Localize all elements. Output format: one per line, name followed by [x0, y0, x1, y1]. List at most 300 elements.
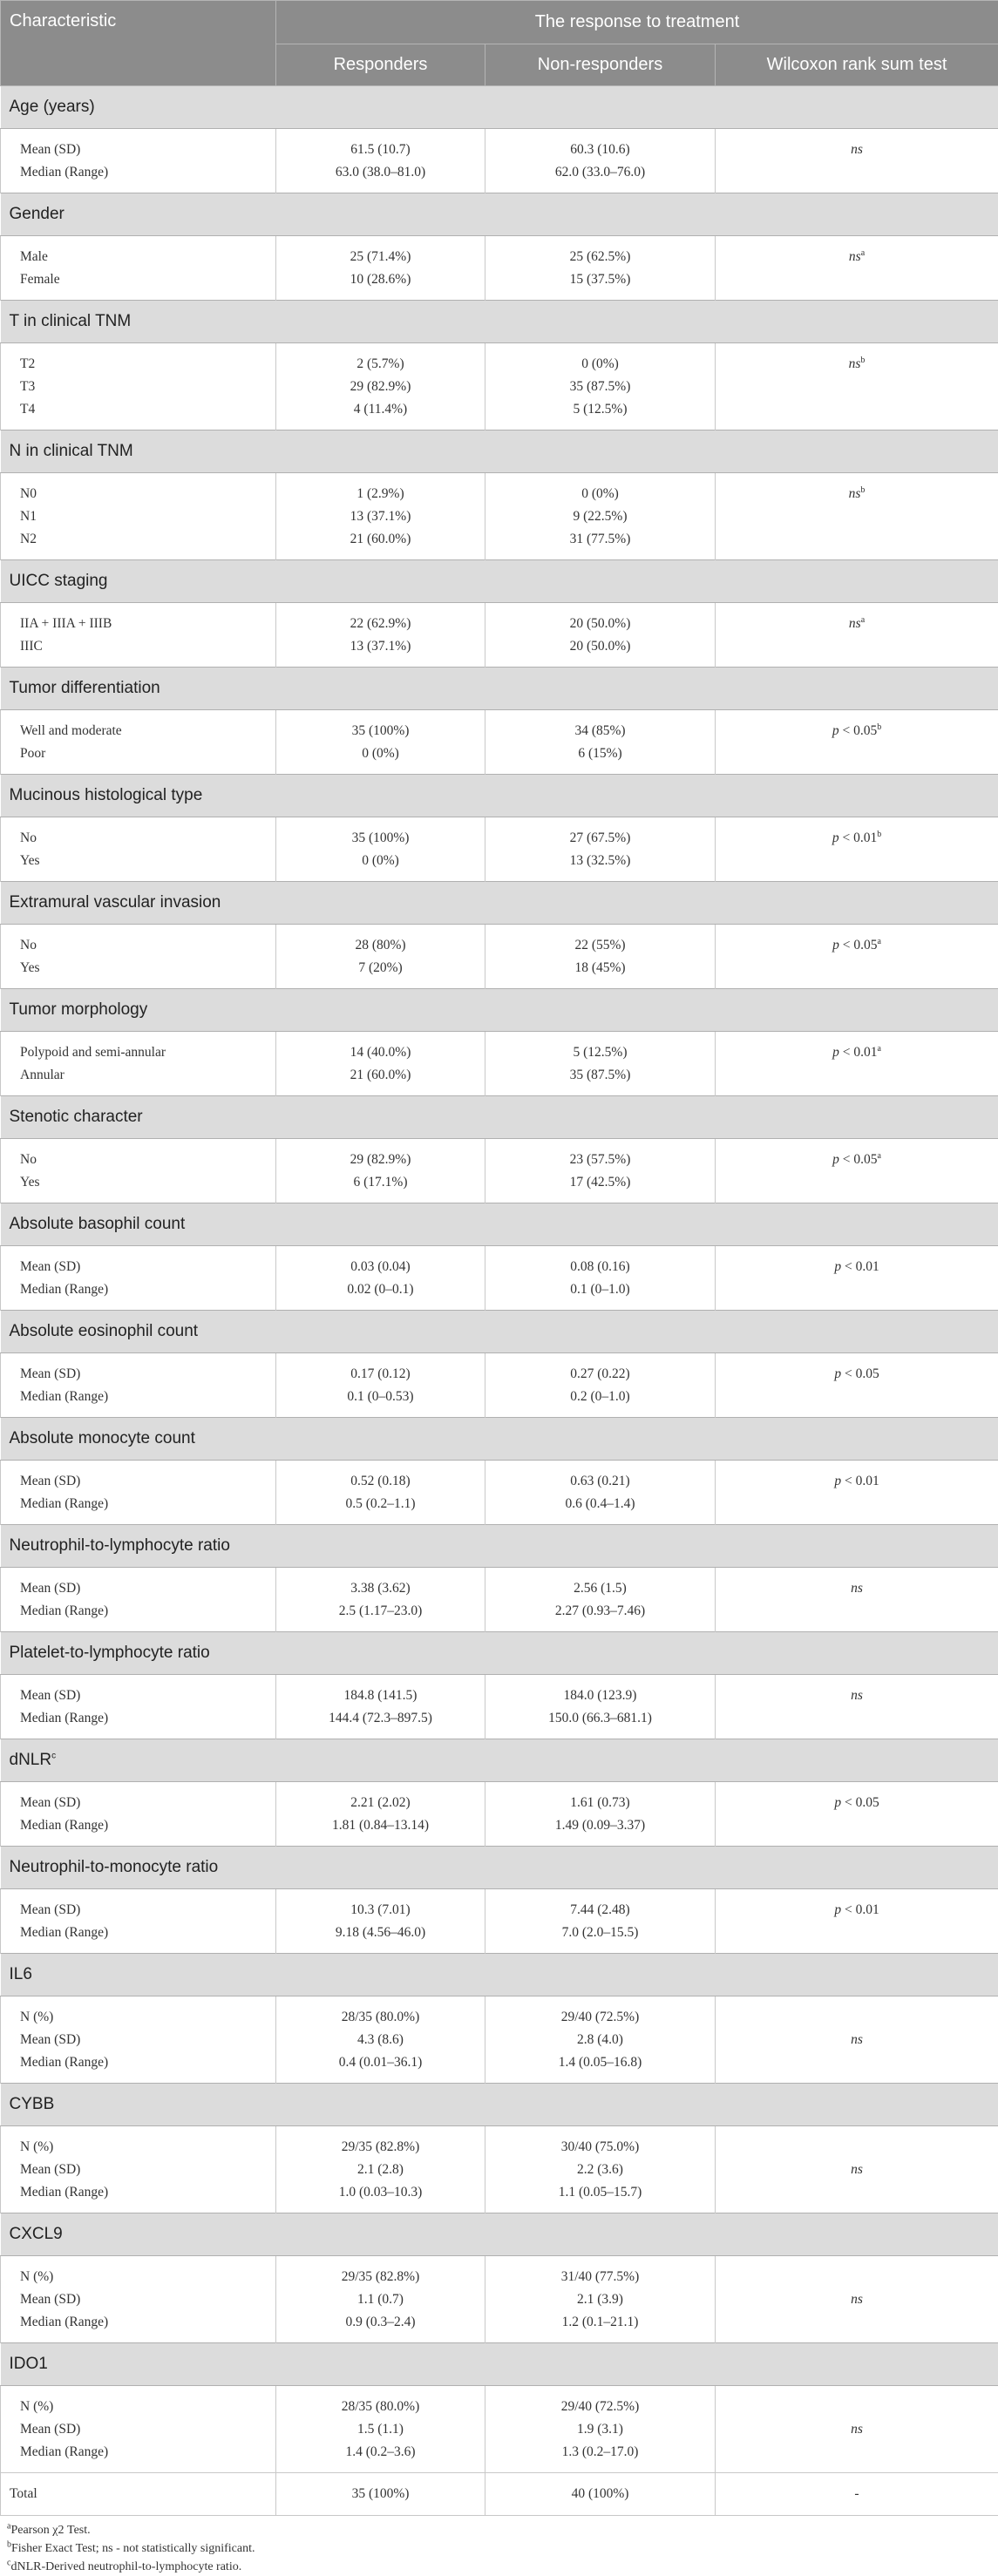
- non-responders-cell: [485, 1461, 716, 1525]
- row-label: Median (Range): [20, 2181, 275, 2204]
- test-result-italic: ns: [851, 1688, 863, 1703]
- responders-cell: [276, 2386, 485, 2473]
- responders-value: 1.81 (0.84–13.14): [276, 1814, 485, 1837]
- non-responders-cell: [485, 925, 716, 989]
- cell-padding: [20, 2204, 275, 2213]
- section-header-row: [1, 560, 998, 603]
- cell-padding: [276, 872, 485, 881]
- data-row: [1, 710, 998, 775]
- test-result: [716, 720, 998, 742]
- non-responders-value: 0.1 (0–1.0): [485, 1278, 715, 1301]
- section-title: [1, 1096, 998, 1139]
- non-responders-value: 2.27 (0.93–7.46): [485, 1600, 715, 1623]
- section-title: [1, 1739, 998, 1782]
- total-non-responders: 40 (100%): [485, 2473, 716, 2516]
- section-title-text: Gender: [10, 205, 64, 223]
- test-result: [716, 934, 998, 957]
- section-header-row: [1, 86, 998, 129]
- cell-padding: [276, 1837, 485, 1846]
- test-result-footnote-mark: a: [877, 1044, 880, 1054]
- row-label: N0: [20, 483, 275, 505]
- test-result: [716, 483, 998, 505]
- cell-padding: [20, 1194, 275, 1203]
- section-title-text: Neutrophil-to-monocyte ratio: [10, 1858, 219, 1876]
- cell-padding: [20, 1837, 275, 1846]
- test-result-footnote-mark: a: [861, 248, 865, 258]
- responders-value: 1.5 (1.1): [276, 2418, 485, 2441]
- non-responders-value: 1.1 (0.05–15.7): [485, 2181, 715, 2204]
- row-label: Mean (SD): [20, 1685, 275, 1707]
- row-label: Male: [20, 246, 275, 268]
- test-result-value: < 0.05: [839, 1152, 878, 1167]
- data-row: [1, 473, 998, 560]
- section-title: [1, 1311, 998, 1353]
- row-label: Mean (SD): [20, 2029, 275, 2051]
- header-characteristic: Characteristic: [1, 1, 276, 86]
- data-row: [1, 1996, 998, 2084]
- row-label: Mean (SD): [20, 1792, 275, 1814]
- section-header-row: [1, 668, 998, 710]
- test-cell: [716, 710, 998, 775]
- responders-cell: [276, 1782, 485, 1847]
- row-label: No: [20, 1149, 275, 1171]
- non-responders-value: 18 (45%): [485, 957, 715, 980]
- data-row: [1, 236, 998, 301]
- test-cell: [716, 1996, 998, 2084]
- test-result: [716, 2159, 998, 2181]
- test-cell: [716, 1568, 998, 1632]
- cell-padding: [485, 872, 715, 881]
- cell-padding: [20, 1408, 275, 1417]
- non-responders-value: 35 (87.5%): [485, 1064, 715, 1087]
- section-title-text: Absolute basophil count: [10, 1215, 186, 1233]
- responders-value: 0.4 (0.01–36.1): [276, 2051, 485, 2074]
- section-title-text: CXCL9: [10, 2225, 63, 2243]
- section-title: [1, 430, 998, 473]
- responders-value: 29 (82.9%): [276, 376, 485, 398]
- responders-value: 0.03 (0.04): [276, 1256, 485, 1278]
- responders-value: 0.1 (0–0.53): [276, 1386, 485, 1408]
- responders-cell: [276, 1353, 485, 1418]
- responders-value: 21 (60.0%): [276, 1064, 485, 1087]
- footnote-text: Fisher Exact Test; ns - not statistically significant.: [11, 2542, 255, 2555]
- row-labels-cell: [1, 1675, 276, 1739]
- test-result: [716, 2288, 998, 2311]
- responders-value: 21 (60.0%): [276, 528, 485, 551]
- non-responders-cell: [485, 343, 716, 430]
- cell-padding: [485, 1087, 715, 1095]
- cell-padding: [485, 2464, 715, 2472]
- cell-padding: [485, 2334, 715, 2342]
- total-responders: 35 (100%): [276, 2473, 485, 2516]
- cell-padding: [276, 980, 485, 988]
- non-responders-value: 1.3 (0.2–17.0): [485, 2441, 715, 2464]
- section-title-text: Age (years): [10, 98, 95, 116]
- section-header-row: [1, 2084, 998, 2126]
- section-title-text: Tumor morphology: [10, 1000, 148, 1019]
- cell-padding: [276, 2074, 485, 2083]
- header-row-1: [1, 1, 998, 44]
- cell-padding: [485, 1515, 715, 1524]
- section-title: [1, 1203, 998, 1246]
- section-header-row: [1, 1739, 998, 1782]
- responders-value: 0.52 (0.18): [276, 1470, 485, 1493]
- data-row: [1, 1353, 998, 1418]
- responders-cell: [276, 473, 485, 560]
- cell-padding: [20, 184, 275, 193]
- data-row: [1, 1139, 998, 1203]
- non-responders-value: 0.27 (0.22): [485, 1363, 715, 1386]
- section-header-row: [1, 1954, 998, 1996]
- non-responders-value: 5 (12.5%): [485, 1041, 715, 1064]
- responders-value: 0 (0%): [276, 850, 485, 872]
- test-result-footnote-mark: a: [877, 937, 880, 946]
- test-result-italic: ns: [851, 2422, 863, 2437]
- responders-cell: [276, 1246, 485, 1311]
- row-labels-cell: [1, 1782, 276, 1847]
- responders-cell: [276, 1032, 485, 1096]
- non-responders-cell: [485, 817, 716, 882]
- section-title: [1, 668, 998, 710]
- row-labels-cell: [1, 2126, 276, 2213]
- data-row: [1, 1461, 998, 1525]
- test-result-value: < 0.01: [841, 1259, 879, 1274]
- test-result-italic: p: [834, 1474, 841, 1488]
- non-responders-value: 13 (32.5%): [485, 850, 715, 872]
- row-label: Well and moderate: [20, 720, 275, 742]
- test-cell: [716, 2126, 998, 2213]
- cell-padding: [20, 872, 275, 881]
- section-title: [1, 193, 998, 236]
- cell-padding: [276, 2204, 485, 2213]
- responders-value: 63.0 (38.0–81.0): [276, 161, 485, 184]
- data-row: [1, 925, 998, 989]
- row-label: Mean (SD): [20, 1899, 275, 1922]
- non-responders-value: 0.08 (0.16): [485, 1256, 715, 1278]
- row-labels-cell: [1, 2386, 276, 2473]
- test-cell: [716, 1353, 998, 1418]
- section-title: [1, 1847, 998, 1889]
- cell-padding: [485, 2074, 715, 2083]
- section-title: [1, 989, 998, 1032]
- test-result-italic: p: [832, 1152, 839, 1167]
- test-result-value: < 0.05: [839, 723, 878, 738]
- responders-value: 0.5 (0.2–1.1): [276, 1493, 485, 1515]
- section-title-text: IDO1: [10, 2355, 48, 2373]
- responders-value: 0.9 (0.3–2.4): [276, 2311, 485, 2334]
- test-result-italic: ns: [851, 1581, 863, 1596]
- responders-value: 35 (100%): [276, 827, 485, 850]
- row-label: Median (Range): [20, 2051, 275, 2074]
- responders-value: 14 (40.0%): [276, 1041, 485, 1064]
- footnote-mark: a: [7, 2521, 10, 2531]
- test-result-value: < 0.05: [841, 1795, 879, 1810]
- row-labels-cell: [1, 603, 276, 668]
- row-labels-cell: [1, 1889, 276, 1954]
- test-result-italic: ns: [849, 356, 861, 371]
- test-result-footnote-mark: a: [861, 615, 865, 625]
- row-label: N (%): [20, 2266, 275, 2288]
- cell-padding: [276, 1515, 485, 1524]
- row-label: No: [20, 827, 275, 850]
- section-title-text: T in clinical TNM: [10, 312, 132, 330]
- section-header-row: [1, 1632, 998, 1675]
- non-responders-value: 6 (15%): [485, 742, 715, 765]
- cell-padding: [485, 1730, 715, 1739]
- section-header-row: [1, 301, 998, 343]
- test-result: [716, 1149, 998, 1171]
- row-labels-cell: [1, 710, 276, 775]
- cell-padding: [20, 2074, 275, 2083]
- non-responders-cell: [485, 129, 716, 193]
- table-body: [1, 86, 998, 2516]
- row-labels-cell: [1, 473, 276, 560]
- test-result-italic: p: [832, 723, 839, 738]
- test-cell: [716, 129, 998, 193]
- row-label: Median (Range): [20, 161, 275, 184]
- cell-padding: [485, 2204, 715, 2213]
- test-result: [716, 2029, 998, 2051]
- responders-cell: [276, 1675, 485, 1739]
- responders-value: 6 (17.1%): [276, 1171, 485, 1194]
- responders-cell: [276, 2256, 485, 2343]
- row-label: Mean (SD): [20, 2288, 275, 2311]
- cell-padding: [485, 1301, 715, 1310]
- row-labels-cell: [1, 817, 276, 882]
- section-header-row: [1, 882, 998, 925]
- cell-padding: [276, 184, 485, 193]
- cell-padding: [276, 1730, 485, 1739]
- section-title-text: dNLR: [10, 1751, 52, 1769]
- header-responders: Responders: [276, 44, 485, 86]
- non-responders-value: 35 (87.5%): [485, 376, 715, 398]
- cell-padding: [485, 1944, 715, 1953]
- responders-value: 1.4 (0.2–3.6): [276, 2441, 485, 2464]
- test-result-value: < 0.01: [841, 1474, 879, 1488]
- row-label: Mean (SD): [20, 2159, 275, 2181]
- cell-padding: [485, 291, 715, 300]
- test-result-italic: p: [832, 830, 839, 845]
- responders-value: 2.5 (1.17–23.0): [276, 1600, 485, 1623]
- test-result-italic: ns: [851, 2292, 863, 2307]
- data-row: [1, 1675, 998, 1739]
- section-title: [1, 2084, 998, 2126]
- header-non-responders: Non-responders: [485, 44, 716, 86]
- non-responders-value: 30/40 (75.0%): [485, 2136, 715, 2159]
- section-header-row: [1, 430, 998, 473]
- test-result-italic: ns: [849, 249, 861, 264]
- row-label: Median (Range): [20, 1600, 275, 1623]
- cell-padding: [485, 1837, 715, 1846]
- non-responders-value: 29/40 (72.5%): [485, 2006, 715, 2029]
- cell-padding: [485, 980, 715, 988]
- footnote-text: Pearson χ2 Test.: [10, 2524, 90, 2537]
- responders-value: 1.1 (0.7): [276, 2288, 485, 2311]
- responders-value: 9.18 (4.56–46.0): [276, 1922, 485, 1944]
- test-result: [716, 1470, 998, 1493]
- responders-value: 0.02 (0–0.1): [276, 1278, 485, 1301]
- row-labels-cell: [1, 1139, 276, 1203]
- cell-padding: [20, 1301, 275, 1310]
- section-title-text: CYBB: [10, 2095, 55, 2113]
- test-result-italic: p: [834, 1902, 841, 1917]
- responders-cell: [276, 817, 485, 882]
- non-responders-value: 20 (50.0%): [485, 613, 715, 635]
- responders-value: 0 (0%): [276, 742, 485, 765]
- responders-cell: [276, 1139, 485, 1203]
- section-title-text: Absolute eosinophil count: [10, 1322, 199, 1340]
- test-cell: [716, 343, 998, 430]
- row-label: IIIC: [20, 635, 275, 658]
- cell-padding: [485, 1408, 715, 1417]
- row-label: N2: [20, 528, 275, 551]
- test-cell: [716, 1675, 998, 1739]
- test-result-italic: p: [834, 1259, 841, 1274]
- non-responders-cell: [485, 1996, 716, 2084]
- non-responders-value: 0 (0%): [485, 353, 715, 376]
- cell-padding: [20, 2464, 275, 2472]
- section-header-row: [1, 989, 998, 1032]
- data-row: [1, 2126, 998, 2213]
- responders-value: 4 (11.4%): [276, 398, 485, 421]
- test-cell: [716, 2386, 998, 2473]
- row-labels-cell: [1, 2256, 276, 2343]
- responders-value: 7 (20%): [276, 957, 485, 980]
- test-result: [716, 2418, 998, 2441]
- non-responders-value: 60.3 (10.6): [485, 139, 715, 161]
- responders-value: 10 (28.6%): [276, 268, 485, 291]
- cell-padding: [20, 980, 275, 988]
- section-title-text: IL6: [10, 1965, 32, 1983]
- cell-padding: [20, 1087, 275, 1095]
- responders-cell: [276, 343, 485, 430]
- row-labels-cell: [1, 1568, 276, 1632]
- non-responders-cell: [485, 1889, 716, 1954]
- row-label: Median (Range): [20, 1707, 275, 1730]
- row-label: N (%): [20, 2136, 275, 2159]
- row-labels-cell: [1, 1353, 276, 1418]
- non-responders-value: 1.49 (0.09–3.37): [485, 1814, 715, 1837]
- cell-padding: [276, 1087, 485, 1095]
- test-result-italic: ns: [849, 486, 861, 501]
- test-cell: [716, 603, 998, 668]
- non-responders-value: 27 (67.5%): [485, 827, 715, 850]
- responders-cell: [276, 603, 485, 668]
- section-header-row: [1, 2213, 998, 2256]
- total-test: -: [716, 2473, 998, 2516]
- responders-cell: [276, 1568, 485, 1632]
- row-label: Median (Range): [20, 1493, 275, 1515]
- section-header-row: [1, 1203, 998, 1246]
- non-responders-value: 29/40 (72.5%): [485, 2396, 715, 2418]
- test-result-value: < 0.05: [841, 1366, 879, 1381]
- responders-value: 22 (62.9%): [276, 613, 485, 635]
- row-label: Poor: [20, 742, 275, 765]
- row-label: No: [20, 934, 275, 957]
- row-labels-cell: [1, 1461, 276, 1525]
- responders-value: 29/35 (82.8%): [276, 2266, 485, 2288]
- cell-padding: [276, 2464, 485, 2472]
- cell-padding: [276, 551, 485, 559]
- non-responders-value: 2.2 (3.6): [485, 2159, 715, 2181]
- row-labels-cell: [1, 343, 276, 430]
- test-cell: [716, 817, 998, 882]
- row-label: Yes: [20, 850, 275, 872]
- section-title: [1, 86, 998, 129]
- test-result: [716, 1363, 998, 1386]
- section-title-text: Platelet-to-lymphocyte ratio: [10, 1644, 210, 1662]
- cell-padding: [20, 1515, 275, 1524]
- section-title: [1, 1525, 998, 1568]
- footnote: [7, 2539, 998, 2558]
- non-responders-cell: [485, 2126, 716, 2213]
- test-result-value: < 0.05: [839, 938, 878, 952]
- test-cell: [716, 2256, 998, 2343]
- data-row: [1, 1568, 998, 1632]
- cell-padding: [20, 765, 275, 774]
- row-label: Mean (SD): [20, 139, 275, 161]
- cell-padding: [20, 1623, 275, 1631]
- test-result: [716, 1256, 998, 1278]
- responders-value: 13 (37.1%): [276, 505, 485, 528]
- cell-padding: [485, 184, 715, 193]
- responders-value: 1.0 (0.03–10.3): [276, 2181, 485, 2204]
- test-result-italic: ns: [851, 142, 863, 157]
- data-row: [1, 1246, 998, 1311]
- section-title: [1, 560, 998, 603]
- header-response: The response to treatment: [276, 1, 998, 44]
- row-label: N (%): [20, 2006, 275, 2029]
- test-cell: [716, 925, 998, 989]
- section-title: [1, 301, 998, 343]
- data-row: [1, 1782, 998, 1847]
- data-row: [1, 1889, 998, 1954]
- responders-value: 28/35 (80.0%): [276, 2006, 485, 2029]
- section-title-text: Absolute monocyte count: [10, 1429, 195, 1447]
- data-row: [1, 343, 998, 430]
- responders-value: 28/35 (80.0%): [276, 2396, 485, 2418]
- non-responders-value: 0.2 (0–1.0): [485, 1386, 715, 1408]
- cell-padding: [276, 1944, 485, 1953]
- non-responders-value: 1.4 (0.05–16.8): [485, 2051, 715, 2074]
- row-labels-cell: [1, 129, 276, 193]
- section-header-row: [1, 1418, 998, 1461]
- section-header-row: [1, 1311, 998, 1353]
- cell-padding: [485, 658, 715, 667]
- row-label: IIA + IIIA + IIIB: [20, 613, 275, 635]
- cell-padding: [485, 421, 715, 430]
- non-responders-value: 0.63 (0.21): [485, 1470, 715, 1493]
- footnote-text: dNLR-Derived neutrophil-to-lymphocyte ratio.: [10, 2560, 241, 2573]
- section-title-text: Tumor differentiation: [10, 679, 160, 697]
- test-result-italic: ns: [851, 2032, 863, 2047]
- non-responders-value: 184.0 (123.9): [485, 1685, 715, 1707]
- data-row: [1, 2256, 998, 2343]
- test-result-footnote-mark: b: [860, 485, 865, 495]
- responders-value: 10.3 (7.01): [276, 1899, 485, 1922]
- test-result: [716, 139, 998, 161]
- responders-cell: [276, 925, 485, 989]
- responders-cell: [276, 236, 485, 301]
- cell-padding: [276, 1194, 485, 1203]
- non-responders-cell: [485, 473, 716, 560]
- data-row: [1, 2386, 998, 2473]
- section-title-text: Neutrophil-to-lymphocyte ratio: [10, 1536, 230, 1555]
- responders-value: 35 (100%): [276, 720, 485, 742]
- test-result-value: < 0.01: [839, 830, 878, 845]
- non-responders-value: 1.61 (0.73): [485, 1792, 715, 1814]
- row-label: T2: [20, 353, 275, 376]
